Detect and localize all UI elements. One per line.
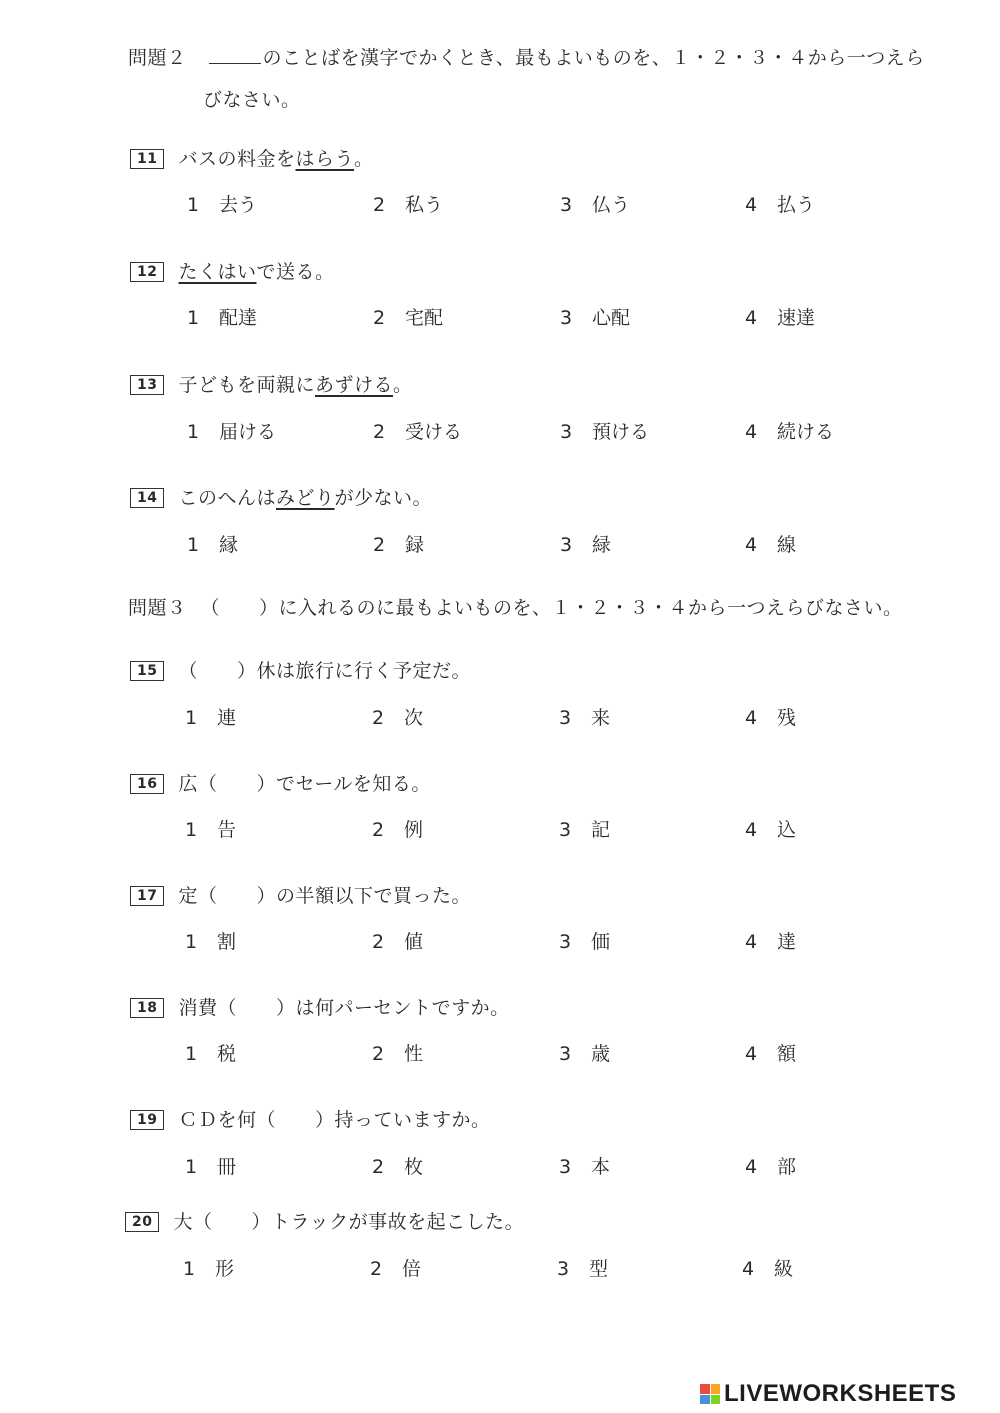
question-text: 大（ ）トラックが事故を起こした。 [173,1211,525,1233]
question-number: 20 [125,1212,159,1232]
q14-option-1[interactable] [187,533,238,557]
option-number: 2 [373,421,386,443]
question-text-end: 。 [393,374,413,396]
option-text: 私う [405,194,444,216]
option-number: 1 [187,194,200,216]
option-number: 3 [560,421,573,443]
option-number: 1 [183,1258,196,1280]
q11-option-4[interactable] [745,193,815,217]
option-text: 割 [217,931,237,953]
question-16 [130,772,431,796]
q14-option-4[interactable] [745,533,796,557]
option-text: 税 [217,1043,237,1065]
option-text: 預ける [592,421,650,443]
q17-option-3[interactable] [559,930,610,954]
option-text: 払う [777,194,816,216]
q19-option-3[interactable] [559,1155,610,1179]
question-19 [130,1108,491,1132]
q13-option-2[interactable] [373,420,462,444]
q15-option-1[interactable] [185,706,236,730]
option-number: 3 [560,194,573,216]
q20-option-2[interactable] [370,1257,421,1281]
question-number: 17 [130,886,164,906]
underlined-word: あずける [315,374,394,396]
q16-option-3[interactable] [559,818,610,842]
question-17 [130,884,471,908]
q17-option-2[interactable] [372,930,423,954]
option-number: 1 [185,931,198,953]
mondai3-instruction-text: （ ）に入れるのに最もよいものを、１・２・３・４から一つえらびなさい。 [200,597,903,619]
mondai2-instruction [128,46,925,70]
option-number: 2 [372,931,385,953]
option-text: 去う [219,194,258,216]
option-text: 級 [774,1258,794,1280]
q15-option-3[interactable] [559,706,610,730]
question-18 [130,996,510,1020]
question-text: 子どもを両親に [178,374,315,396]
option-number: 2 [373,194,386,216]
logo-text: LIVEWORKSHEETS [724,1380,957,1407]
option-text: 縁 [219,534,239,556]
option-number: 3 [559,1043,572,1065]
option-number: 2 [372,707,385,729]
question-number: 14 [130,488,164,508]
option-text: 達 [777,931,797,953]
option-number: 4 [745,707,758,729]
option-number: 2 [372,819,385,841]
question-number: 16 [130,774,164,794]
question-number: 13 [130,375,164,395]
option-number: 1 [185,819,198,841]
option-number: 3 [560,534,573,556]
q13-option-1[interactable] [187,420,276,444]
option-number: 2 [373,534,386,556]
option-text: 次 [404,707,424,729]
option-number: 1 [187,307,200,329]
question-20 [125,1210,524,1234]
q18-option-1[interactable] [185,1042,236,1066]
question-text-end: 。 [354,148,374,170]
option-text: 届ける [219,421,277,443]
option-text: 仏う [592,194,631,216]
q12-option-1[interactable] [187,306,257,330]
question-14 [130,486,432,510]
option-text: 線 [777,534,797,556]
option-number: 1 [187,421,200,443]
option-text: 枚 [404,1156,424,1178]
option-text: 緑 [592,534,612,556]
q17-option-1[interactable] [185,930,236,954]
q19-option-4[interactable] [745,1155,796,1179]
question-text-end: で送る。 [256,261,335,283]
question-number: 11 [130,149,164,169]
option-text: 続ける [777,421,835,443]
option-number: 1 [187,534,200,556]
option-text: 例 [404,819,424,841]
question-12 [130,260,335,284]
option-number: 4 [745,534,758,556]
question-text: 定（ ）の半額以下で買った。 [178,885,471,907]
q13-option-3[interactable] [560,420,649,444]
logo-mark-icon [700,1384,720,1404]
q15-option-4[interactable] [745,706,796,730]
question-text: 消費（ ）は何パーセントですか。 [178,997,510,1019]
liveworksheets-logo[interactable] [700,1381,956,1407]
option-text: 録 [405,534,425,556]
option-text: 配達 [219,307,258,329]
q18-option-3[interactable] [559,1042,610,1066]
option-text: 額 [777,1043,797,1065]
option-number: 2 [370,1258,383,1280]
option-text: 速達 [777,307,816,329]
option-number: 4 [745,421,758,443]
option-text: 心配 [592,307,631,329]
option-number: 3 [559,1156,572,1178]
q15-option-2[interactable] [372,706,423,730]
option-number: 2 [373,307,386,329]
option-text: 値 [404,931,424,953]
option-number: 4 [745,307,758,329]
q12-option-4[interactable] [745,306,815,330]
question-text: バスの料金を [178,148,296,170]
mondai3-instruction [128,596,903,620]
question-text: このへんは [178,487,276,509]
q16-option-2[interactable] [372,818,423,842]
option-number: 4 [745,1043,758,1065]
q19-option-1[interactable] [185,1155,236,1179]
question-15 [130,659,471,683]
question-text: 広（ ）でセールを知る。 [178,773,431,795]
question-text: （ ）休は旅行に行く予定だ。 [178,660,471,682]
question-text: ＣＤを何（ ）持っていますか。 [178,1109,491,1131]
q12-option-2[interactable] [373,306,443,330]
q18-option-2[interactable] [372,1042,423,1066]
option-text: 残 [777,707,797,729]
option-number: 4 [742,1258,755,1280]
question-number: 18 [130,998,164,1018]
option-text: 宅配 [405,307,444,329]
q11-option-1[interactable] [187,193,257,217]
q16-option-1[interactable] [185,818,236,842]
q13-option-4[interactable] [745,420,834,444]
mondai3-label: 問題３ [128,597,187,619]
mondai2-instruction-cont: びなさい。 [203,89,301,111]
option-text: 価 [591,931,611,953]
q11-option-3[interactable] [560,193,630,217]
option-text: 込 [777,819,797,841]
option-number: 3 [559,819,572,841]
question-number: 19 [130,1110,164,1130]
option-number: 1 [185,1043,198,1065]
mondai2-instruction-text: のことばを漢字でかくとき、最もよいものを、１・２・３・４から一つえら [262,47,925,69]
q20-option-4[interactable] [742,1257,793,1281]
option-number: 1 [185,707,198,729]
question-13 [130,373,413,397]
option-text: 倍 [402,1258,422,1280]
option-text: 性 [404,1043,424,1065]
q16-option-4[interactable] [745,818,796,842]
question-number: 15 [130,661,164,681]
q11-option-2[interactable] [373,193,443,217]
option-number: 3 [560,307,573,329]
option-number: 3 [557,1258,570,1280]
option-number: 4 [745,194,758,216]
option-text: 来 [591,707,611,729]
q12-option-3[interactable] [560,306,630,330]
option-number: 4 [745,1156,758,1178]
option-number: 3 [559,931,572,953]
option-text: 型 [589,1258,609,1280]
option-text: 本 [591,1156,611,1178]
question-text-end: が少ない。 [334,487,433,509]
underlined-word: みどり [276,487,335,509]
underlined-word: たくはい [178,261,257,283]
q20-option-1[interactable] [183,1257,234,1281]
option-number: 4 [745,931,758,953]
underlined-word: はらう [295,148,355,170]
option-text: 形 [215,1258,235,1280]
option-number: 1 [185,1156,198,1178]
q14-option-3[interactable] [560,533,611,557]
option-number: 3 [559,707,572,729]
q14-option-2[interactable] [373,533,424,557]
option-text: 部 [777,1156,797,1178]
mondai2-label: 問題２ [128,47,187,69]
option-text: 告 [217,819,237,841]
underline-blank [209,47,261,64]
q18-option-4[interactable] [745,1042,796,1066]
option-text: 記 [591,819,611,841]
option-text: 連 [217,707,237,729]
q20-option-3[interactable] [557,1257,608,1281]
option-text: 冊 [217,1156,237,1178]
option-number: 2 [372,1156,385,1178]
question-11 [130,147,374,171]
q19-option-2[interactable] [372,1155,423,1179]
question-number: 12 [130,262,164,282]
option-number: 2 [372,1043,385,1065]
option-text: 受ける [405,421,463,443]
option-number: 4 [745,819,758,841]
option-text: 歳 [591,1043,611,1065]
q17-option-4[interactable] [745,930,796,954]
